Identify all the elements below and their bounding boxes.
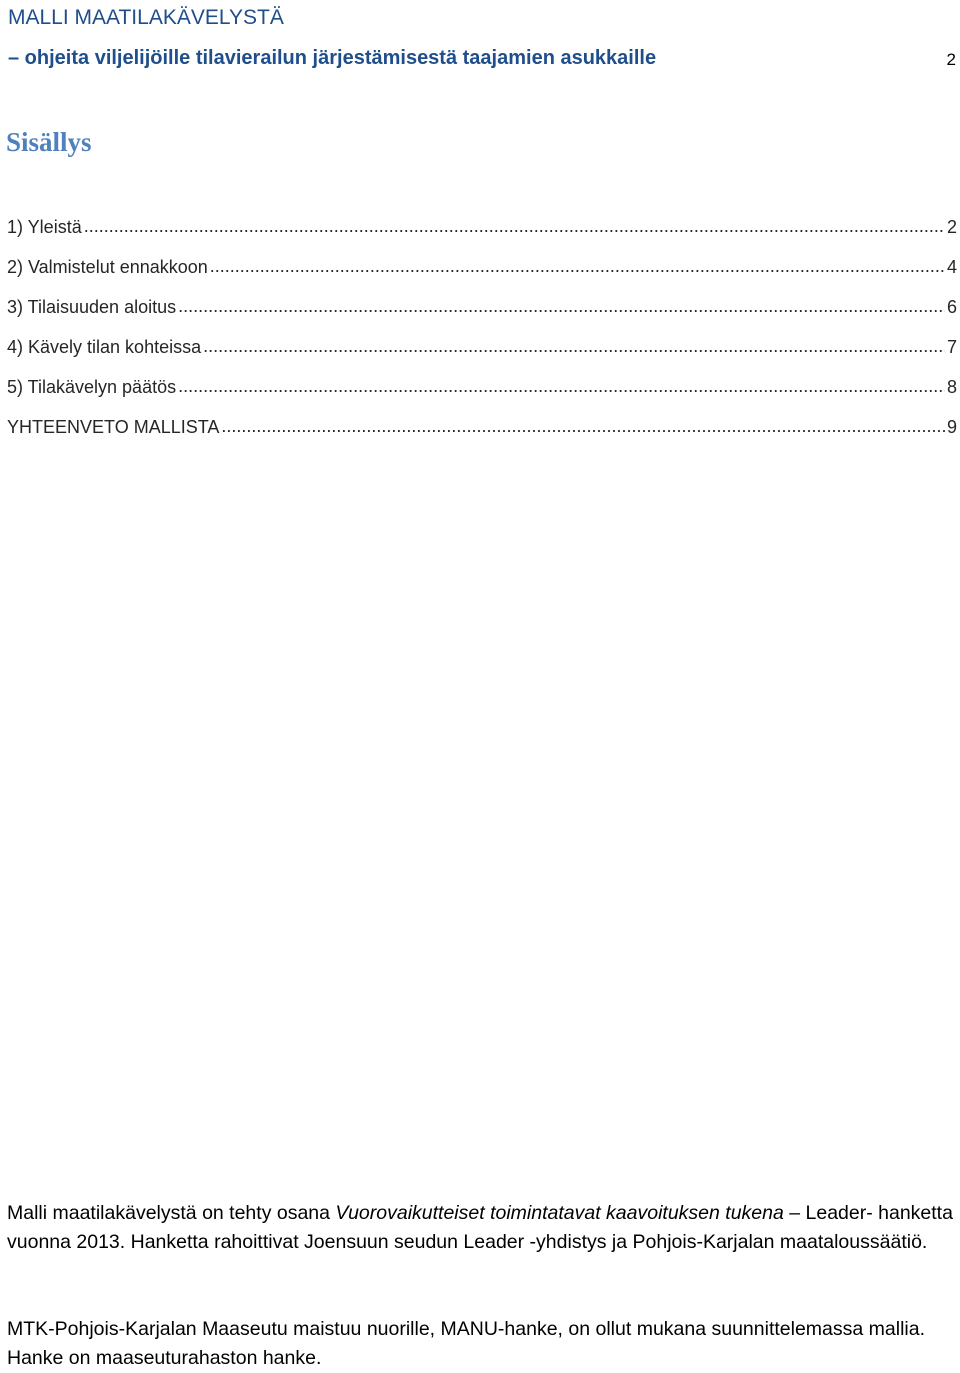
toc-entry-label: 2) Valmistelut ennakkoon bbox=[7, 257, 208, 277]
toc-entry-page: 4 bbox=[946, 257, 957, 277]
toc-heading: Sisällys bbox=[6, 127, 92, 157]
toc-entry-page: 6 bbox=[946, 297, 957, 317]
funding-paragraph-intro: Malli maatilakävelystä on tehty osana bbox=[7, 1202, 336, 1224]
toc-entry-yhteenveto[interactable] bbox=[7, 414, 957, 454]
funding-paragraph bbox=[7, 1199, 955, 1257]
toc-entry-paatos[interactable] bbox=[7, 374, 957, 414]
toc-dot-leader bbox=[84, 213, 945, 239]
toc-entry-page: 2 bbox=[946, 217, 957, 237]
page-number: 2 bbox=[946, 50, 956, 69]
table-of-contents bbox=[7, 214, 957, 454]
document-subtitle: – ohjeita viljelijöille tilavierailun järjestämisestä taajamien asukkaille bbox=[8, 47, 657, 69]
funding-paragraph-rest: – Leader- hanketta vuonna 2013. Hanketta rahoittivat Joensuun seudun Leader -yhdistys ja Pohjois-Karjalan maataloussäätiö. bbox=[7, 1202, 953, 1253]
toc-entry-kavely[interactable] bbox=[7, 334, 957, 374]
document-title: MALLI MAATILAKÄVELYSTÄ bbox=[8, 6, 284, 29]
toc-entry-label: 4) Kävely tilan kohteissa bbox=[7, 337, 202, 357]
toc-entry-label: YHTEENVETO MALLISTA bbox=[7, 417, 220, 437]
toc-entry-page: 7 bbox=[946, 337, 957, 357]
toc-entry-label: 5) Tilakävelyn päätös bbox=[7, 377, 177, 397]
toc-entry-label: 1) Yleistä bbox=[7, 217, 82, 237]
toc-entry-valmistelut[interactable] bbox=[7, 254, 957, 294]
toc-entry-aloitus[interactable] bbox=[7, 294, 957, 334]
toc-dot-leader bbox=[221, 413, 945, 439]
project-name: Vuorovaikutteiset toimintatavat kaavoituksen tukena bbox=[335, 1202, 784, 1224]
toc-entry-page: 9 bbox=[946, 417, 957, 437]
toc-dot-leader bbox=[210, 253, 945, 279]
partner-paragraph: MTK-Pohjois-Karjalan Maaseutu maistuu nuorille, MANU-hanke, on ollut mukana suunnittelemassa mallia. Hanke on maaseuturahaston hanke. bbox=[7, 1318, 926, 1369]
toc-dot-leader bbox=[178, 293, 945, 319]
toc-entry-page: 8 bbox=[946, 377, 957, 397]
toc-dot-leader bbox=[178, 373, 945, 399]
toc-dot-leader bbox=[203, 333, 945, 359]
toc-entry-yleista[interactable] bbox=[7, 214, 957, 254]
toc-entry-label: 3) Tilaisuuden aloitus bbox=[7, 297, 177, 317]
